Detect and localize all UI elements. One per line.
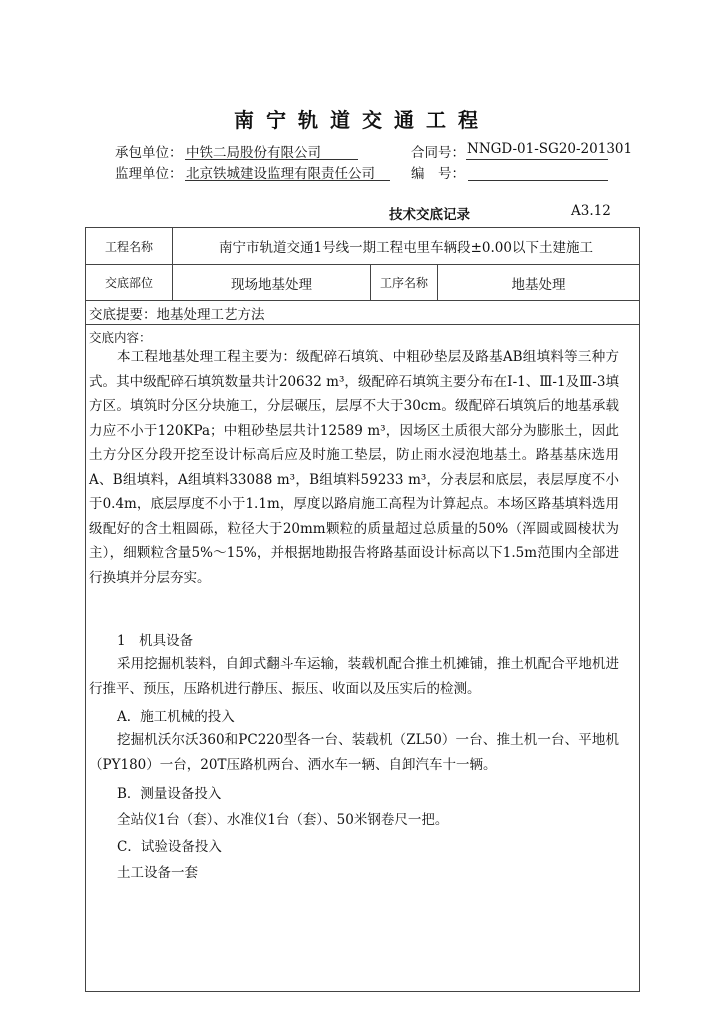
contractor-label: 承包单位：: [115, 145, 183, 161]
testing-equipment-line: 土工设备一套: [117, 865, 198, 881]
project-name-label: 工程名称: [86, 228, 173, 265]
contract-no-underline: [466, 159, 608, 160]
part-value: 现场地基处理: [173, 265, 371, 301]
part-label: 交底部位: [86, 265, 173, 301]
contractor-value: 中铁二局股份有限公司: [186, 145, 321, 161]
process-label: 工序名称: [371, 265, 438, 301]
disclosure-table: [85, 227, 640, 992]
supervisor-label: 监理单位：: [115, 166, 183, 182]
subheading-testing: C．试验设备投入: [117, 839, 222, 855]
process-value: 地基处理: [438, 265, 640, 301]
supervisor-value: 北京铁城建设监理有限责任公司: [186, 166, 375, 182]
summary-text: 交底提要：地基处理工艺方法: [89, 306, 265, 323]
content-label: 交底内容：: [89, 330, 152, 345]
record-code: A3.12: [571, 203, 611, 219]
contract-no-value: NNGD-01-SG20-201301: [467, 141, 633, 157]
project-name-value: 南宁市轨道交通1号线一期工程屯里车辆段±0.00以下土建施工: [173, 228, 640, 265]
subheading-survey: B．测量设备投入: [117, 786, 222, 802]
page-title: 南宁轨道交通工程: [234, 108, 490, 132]
content-cell: [86, 325, 640, 992]
record-title: 技术交底记录: [389, 207, 470, 223]
content-paragraph-2: 采用挖掘机装料，自卸式翻斗车运输，装载机配合推土机摊铺，推土机配合平地机进行推平、预压，压路机进行静压、振压、收面以及压实后的检测。: [89, 656, 619, 697]
serial-label: 编 号：: [411, 166, 465, 182]
content-paragraph-3: 挖掘机沃尔沃360和PC220型各一台、装载机（ZL50）一台、推土机一台、平地机（PY180）一台，20T压路机两台、洒水车一辆、自卸汽车十一辆。: [89, 732, 619, 773]
survey-equipment-line: 全站仪1台（套）、水准仪1台（套）、50米钢卷尺一把。: [117, 812, 449, 828]
content-paragraph-1: 本工程地基处理工程主要为：级配碎石填筑、中粗砂垫层及路基AB组填料等三种方式。其中级配碎石填筑数量共计20632 m³，级配碎石填筑主要分布在Ⅰ-1、Ⅲ-1及Ⅲ-3填方区。填筑时分区分块施工，分层碾压，层厚不大于30cm。级配碎石填筑后的地基承载力应不小于120KPa；中粗砂垫层共计12589 m³，因场区土质很大部分为膨胀土，因此土方分区分段开挖至设计标高后应及时施工垫层，防止雨水浸泡地基土。路基基床选用A、B组填料，A组填料33088 m³，B组填料59233 m³，分表层和底层，表层厚度不小于0.4m，底层厚度不小于1.1m，厚度以路肩施工高程为计算起点。本场区路基填料选用级配好的含土粗圆砾，粒径大于20mm颗粒的质量超过总质量的50%（浑圆或圆棱状为主），细颗粒含量5%～15%，并根据地勘报告将路基面设计标高以下1.5m范围内全部进行换填并分层夯实。: [89, 349, 619, 586]
serial-underline: [468, 180, 608, 181]
supervisor-underline: [185, 180, 390, 181]
summary-cell: [86, 301, 640, 325]
subheading-machinery: A．施工机械的投入: [117, 709, 235, 725]
contractor-underline: [185, 159, 358, 160]
contract-no-label: 合同号：: [411, 145, 465, 161]
section-heading-equipment: 1 机具设备: [117, 633, 194, 649]
